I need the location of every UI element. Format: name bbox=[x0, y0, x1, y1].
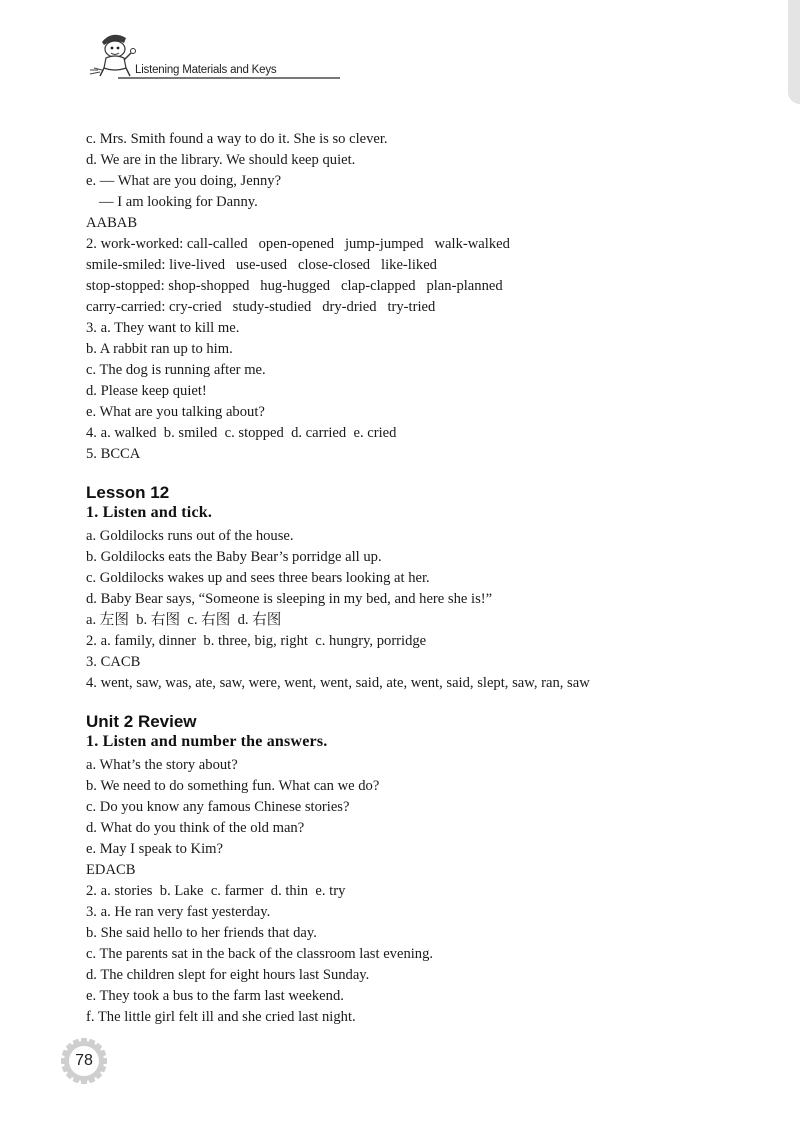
text-line: c. Do you know any famous Chinese stories? bbox=[86, 799, 350, 815]
header-divider bbox=[118, 77, 340, 79]
text-line: c. Goldilocks wakes up and sees three bears looking at her. bbox=[86, 570, 430, 586]
text-line: — I am looking for Danny. bbox=[99, 194, 258, 210]
text-line: 4. went, saw, was, ate, saw, were, went, went, said, ate, went, said, slept, saw, ran, saw bbox=[86, 675, 590, 691]
text-line: a. 左图 b. 右图 c. 右图 d. 右图 bbox=[86, 612, 282, 628]
page-header bbox=[88, 28, 277, 80]
text-line: c. The parents sat in the back of the classroom last evening. bbox=[86, 946, 434, 962]
section-subheading: 1. Listen and number the answers. bbox=[86, 733, 328, 750]
text-line: f. The little girl felt ill and she cried last night. bbox=[86, 1009, 356, 1025]
text-line: e. They took a bus to the farm last weekend. bbox=[86, 988, 344, 1004]
text-line: d. We are in the library. We should keep quiet. bbox=[86, 152, 356, 168]
text-line: d. The children slept for eight hours last Sunday. bbox=[86, 967, 370, 983]
text-line: b. We need to do something fun. What can we do? bbox=[86, 778, 380, 794]
text-line: e. May I speak to Kim? bbox=[86, 841, 223, 857]
text-line: 2. work-worked: call-called open-opened jump-jumped walk-walked bbox=[86, 236, 510, 252]
text-line: e. — What are you doing, Jenny? bbox=[86, 173, 282, 189]
text-line: smile-smiled: live-lived use-used close-closed like-liked bbox=[86, 257, 437, 273]
section-heading: Unit 2 Review bbox=[86, 712, 197, 731]
cartoon-boy-icon bbox=[88, 28, 140, 78]
text-line: EDACB bbox=[86, 862, 136, 878]
text-line: 4. a. walked b. smiled c. stopped d. carried e. cried bbox=[86, 425, 397, 441]
text-line: 5. BCCA bbox=[86, 446, 141, 462]
text-line: stop-stopped: shop-shopped hug-hugged clap-clapped plan-planned bbox=[86, 278, 503, 294]
text-line: carry-carried: cry-cried study-studied dry-dried try-tried bbox=[86, 299, 436, 315]
page-edge-tab bbox=[788, 0, 800, 104]
text-line: 3. a. They want to kill me. bbox=[86, 320, 240, 336]
text-line: c. The dog is running after me. bbox=[86, 362, 266, 378]
text-line: 3. a. He ran very fast yesterday. bbox=[86, 904, 271, 920]
section-subheading: 1. Listen and tick. bbox=[86, 504, 213, 521]
text-line: b. She said hello to her friends that day. bbox=[86, 925, 317, 941]
text-line: a. What’s the story about? bbox=[86, 757, 238, 773]
text-line: AABAB bbox=[86, 215, 138, 231]
text-line: 2. a. family, dinner b. three, big, right c. hungry, porridge bbox=[86, 633, 427, 649]
section-heading: Lesson 12 bbox=[86, 483, 170, 502]
text-line: e. What are you talking about? bbox=[86, 404, 265, 420]
header-title: Listening Materials and Keys bbox=[135, 64, 277, 76]
text-line: 3. CACB bbox=[86, 654, 141, 670]
text-line: 2. a. stories b. Lake c. farmer d. thin e. try bbox=[86, 883, 346, 899]
text-line: d. Please keep quiet! bbox=[86, 383, 207, 399]
text-line: a. Goldilocks runs out of the house. bbox=[86, 528, 294, 544]
text-line: d. Baby Bear says, “Someone is sleeping in my bed, and here she is!” bbox=[86, 591, 493, 607]
text-line: c. Mrs. Smith found a way to do it. She is so clever. bbox=[86, 131, 388, 147]
text-line: b. A rabbit ran up to him. bbox=[86, 341, 233, 357]
text-line: b. Goldilocks eats the Baby Bear’s porridge all up. bbox=[86, 549, 382, 565]
page-number: 78 bbox=[75, 1052, 93, 1069]
text-line: d. What do you think of the old man? bbox=[86, 820, 305, 836]
